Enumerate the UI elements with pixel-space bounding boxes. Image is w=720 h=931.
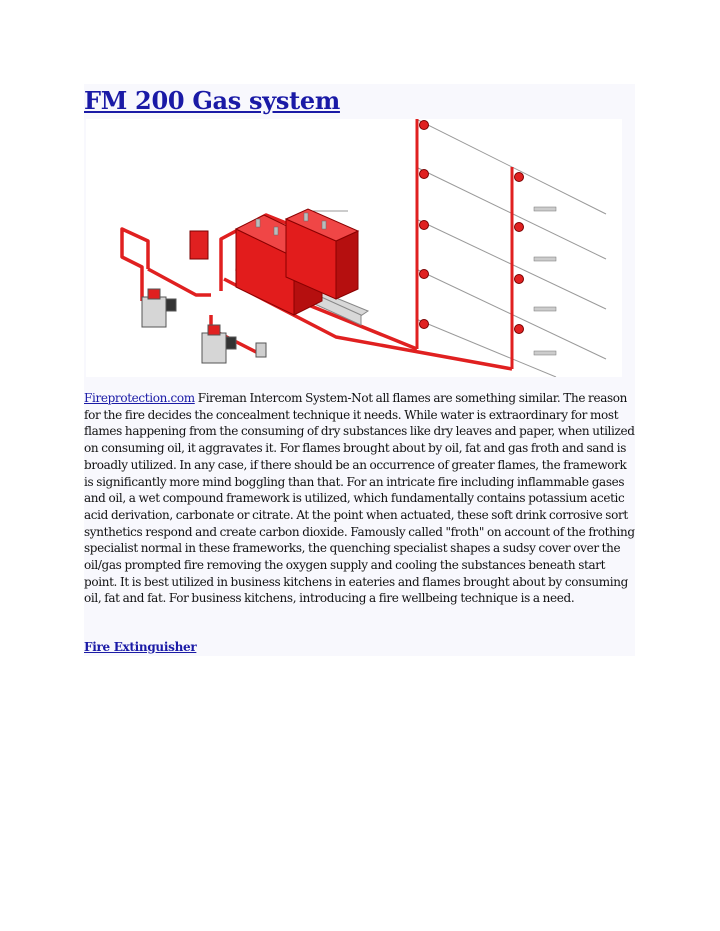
article-text: Fireman Intercom System-Not all flames are something similar. The reason for the fire decides the concealment technique it needs. While water is extraordinary for most flames happening from the consuming of dry substances like dry leaves and paper, when utilized on consuming oil, it aggravates it. For flames brought about by oil, fat and gas froth and sand is broadly utilized. In any case, if there should be an occurrence of greater flames, the framework is significantly more mind boggling than that. For an intricate fire including inflammable gases and oil, a wet compound framework is utilized, which fundamentally contains potassium acetic acid derivation, carbonate or citrate. At the point when actuated, these soft drink corrosive sort synthetics respond and create carbon dioxide. Famously called "froth" on account of the frothing specialist normal in these frameworks, the quenching specialist shapes a sudsy cover over the oil/gas prompted fire removing the oxygen supply and cooling the substances beneath start point. It is best utilized in business kitchens in eateries and flames brought about by consuming oil, fat and fat. For business kitchens, introducing a fire wellbeing technique is a need. xyxy=(84,391,635,606)
fire-extinguisher-link[interactable]: Fire Extinguisher xyxy=(84,640,197,654)
page-title[interactable]: FM 200 Gas system xyxy=(84,86,340,115)
fm200-system-diagram xyxy=(86,119,622,377)
fireprotection-link[interactable]: Fireprotection.com xyxy=(84,391,195,405)
article-body xyxy=(84,390,636,607)
